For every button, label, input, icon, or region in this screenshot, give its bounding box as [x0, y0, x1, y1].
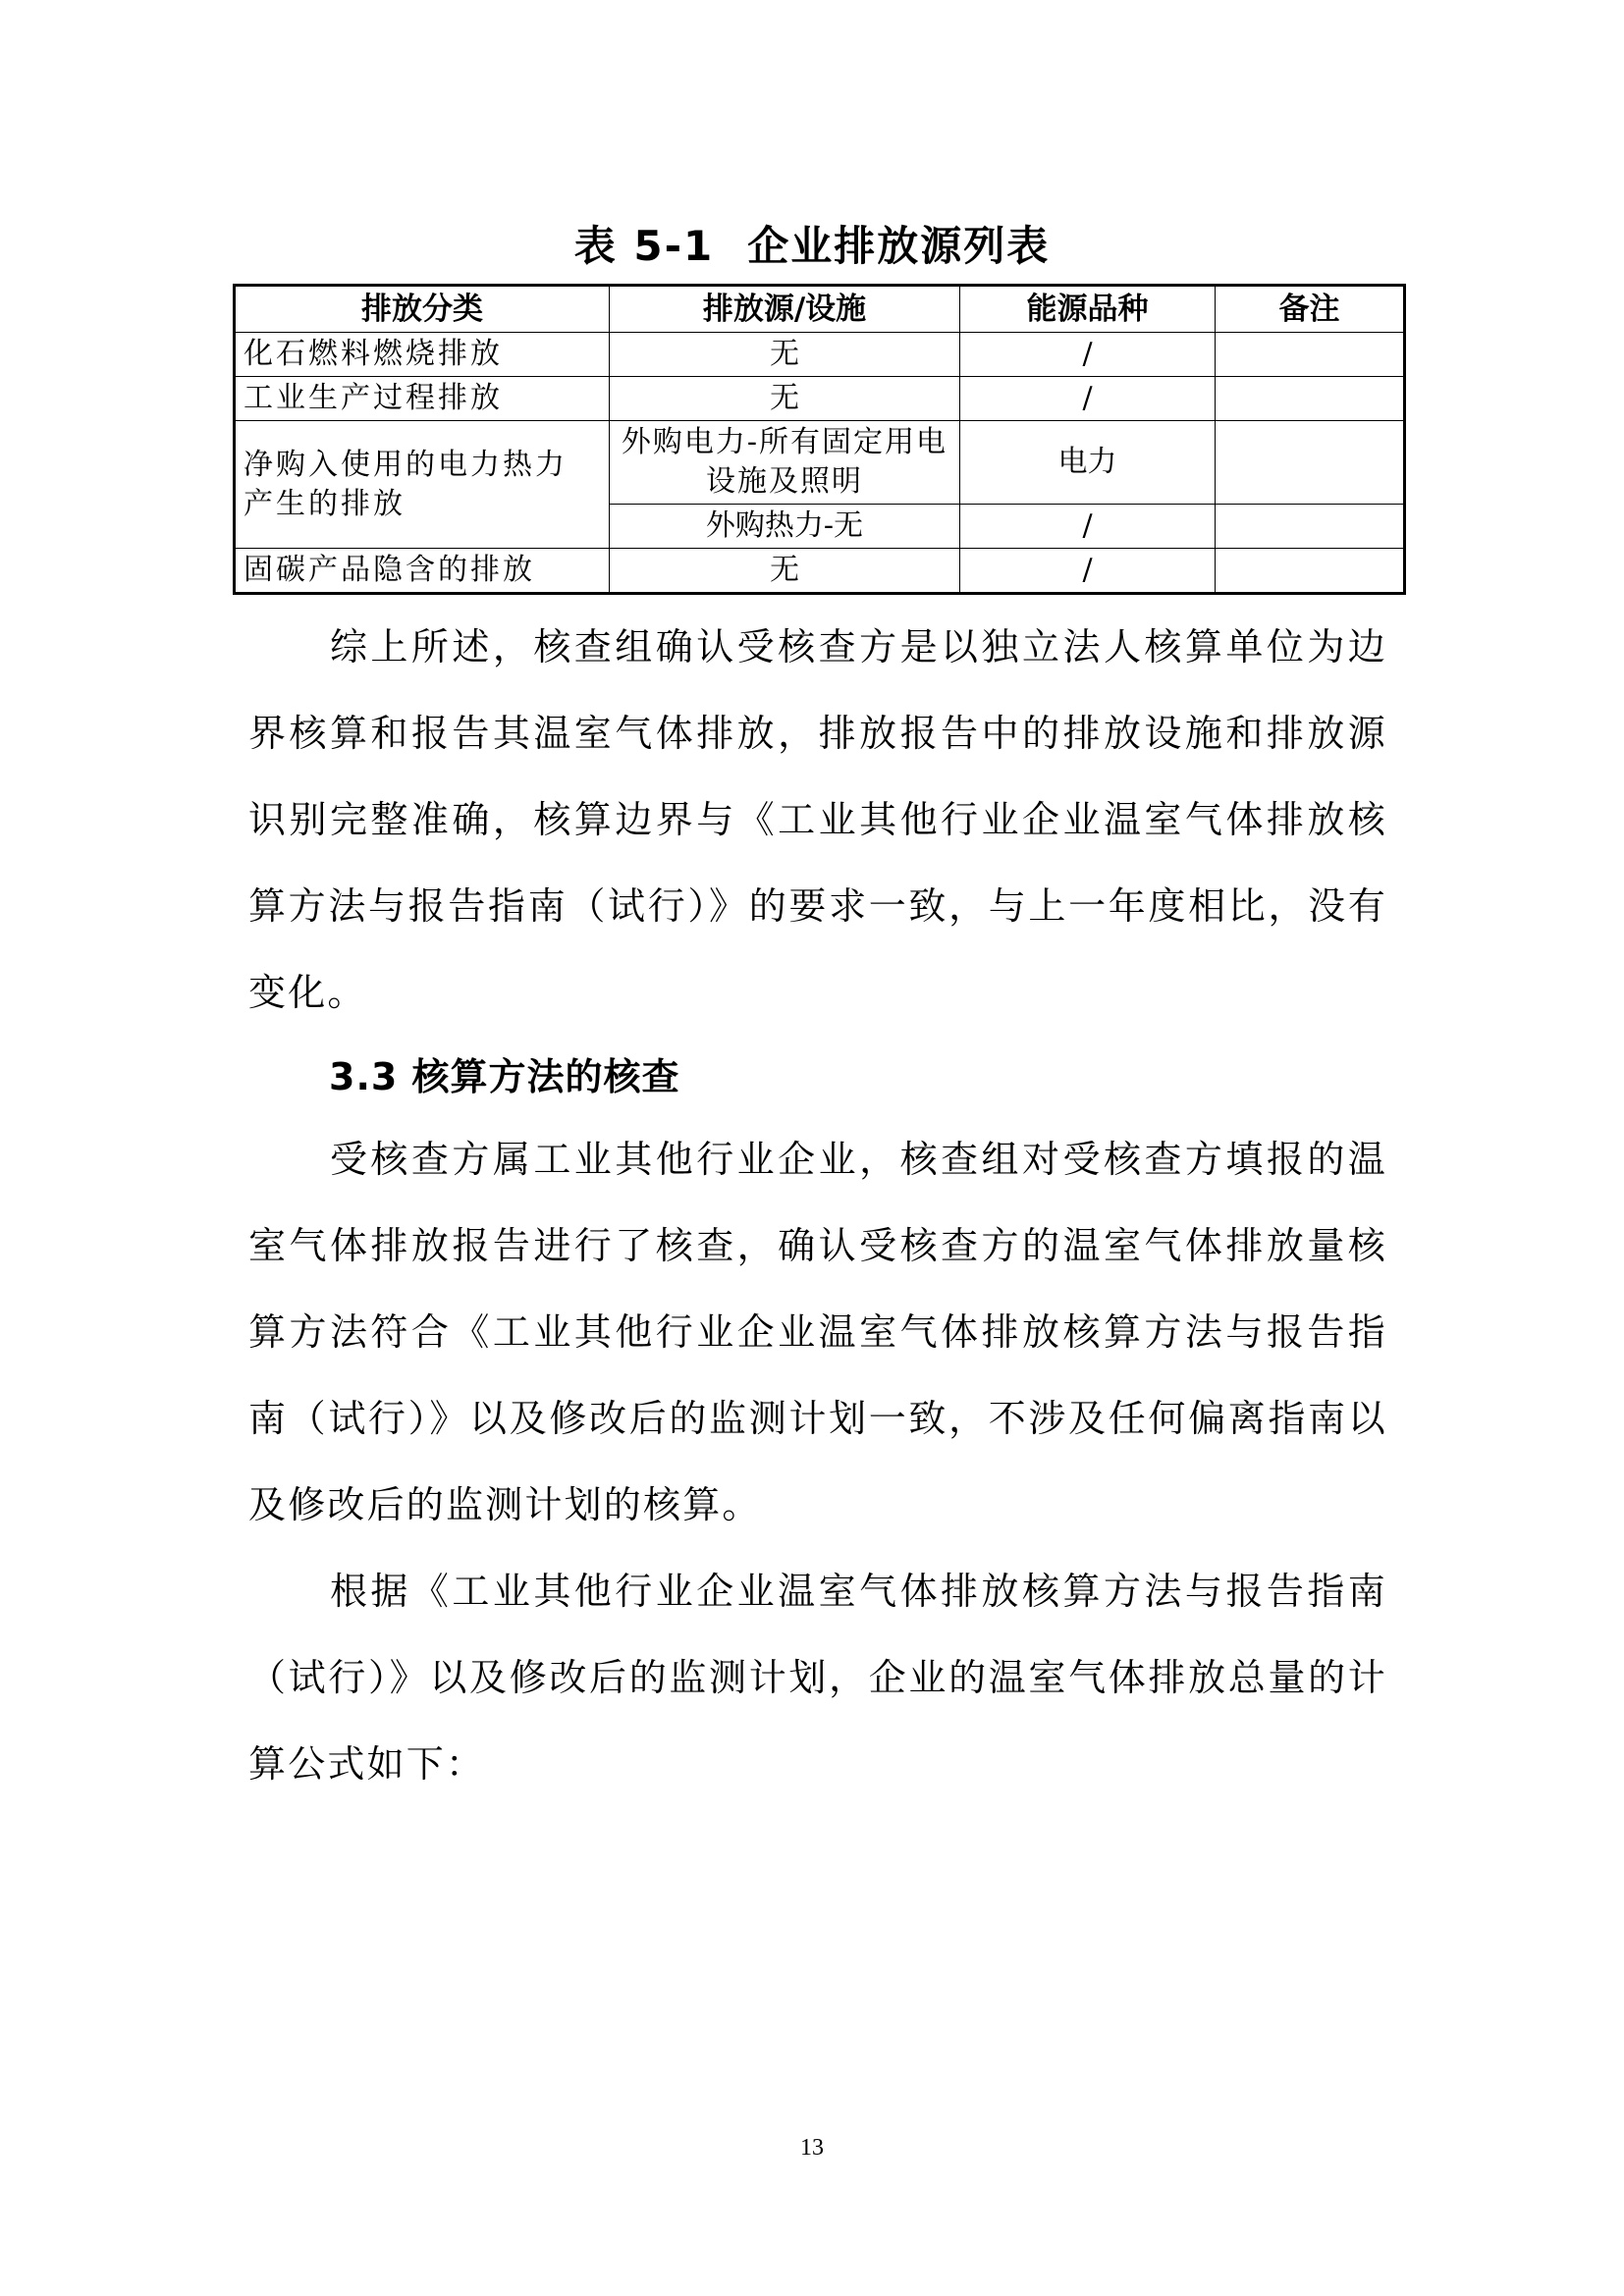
- cell-note: [1216, 333, 1405, 377]
- cell-source: 外购热力-无: [610, 505, 960, 549]
- cell-category: 净购入使用的电力热力产生的排放: [235, 421, 610, 549]
- cell-source: 无: [610, 549, 960, 594]
- cell-category: 化石燃料燃烧排放: [235, 333, 610, 377]
- table-row: [235, 549, 1405, 594]
- cell-energy: /: [960, 505, 1216, 549]
- table-row: [235, 333, 1405, 377]
- cell-energy: /: [960, 333, 1216, 377]
- section-heading: 3.3 核算方法的核查: [329, 1055, 680, 1098]
- cell-source: 外购电力-所有固定用电设施及照明: [610, 421, 960, 505]
- table-name: 企业排放源列表: [747, 222, 1051, 270]
- header-energy: 能源品种: [960, 286, 1216, 333]
- cell-source: 无: [610, 377, 960, 421]
- cell-note: [1216, 549, 1405, 594]
- cell-note: [1216, 505, 1405, 549]
- header-source: 排放源/设施: [610, 286, 960, 333]
- cell-note: [1216, 421, 1405, 505]
- cell-source: 无: [610, 333, 960, 377]
- cell-energy: 电力: [960, 421, 1216, 505]
- emission-source-table: [233, 284, 1406, 595]
- table-header-row: [235, 286, 1405, 333]
- cell-category: 固碳产品隐含的排放: [235, 549, 610, 594]
- table-number: 表 5-1: [573, 222, 715, 270]
- cell-energy: /: [960, 549, 1216, 594]
- paragraph-summary: 综上所述，核查组确认受核查方是以独立法人核算单位为边界核算和报告其温室气体排放，排放报告中的排放设施和排放源识别完整准确，核算边界与《工业其他行业企业温室气体排放核算方法与报告指南（试行）》的要求一致，与上一年度相比，没有变化。: [248, 625, 1387, 1014]
- table-row: [235, 377, 1405, 421]
- header-note: 备注: [1216, 286, 1405, 333]
- cell-energy: /: [960, 377, 1216, 421]
- cell-note: [1216, 377, 1405, 421]
- page-number: 13: [800, 2135, 824, 2161]
- paragraph-method-review: 受核查方属工业其他行业企业，核查组对受核查方填报的温室气体排放报告进行了核查，确认受核查方的温室气体排放量核算方法符合《工业其他行业企业温室气体排放核算方法与报告指南（试行）》以及修改后的监测计划一致，不涉及任何偏离指南以及修改后的监测计划的核算。: [248, 1138, 1387, 1526]
- header-category: 排放分类: [235, 286, 610, 333]
- paragraph-formula-intro: 根据《工业其他行业企业温室气体排放核算方法与报告指南（试行）》以及修改后的监测计划，企业的温室气体排放总量的计算公式如下：: [248, 1570, 1387, 1786]
- table-row: [235, 421, 1405, 505]
- table-title: [0, 214, 1624, 273]
- cell-category: 工业生产过程排放: [235, 377, 610, 421]
